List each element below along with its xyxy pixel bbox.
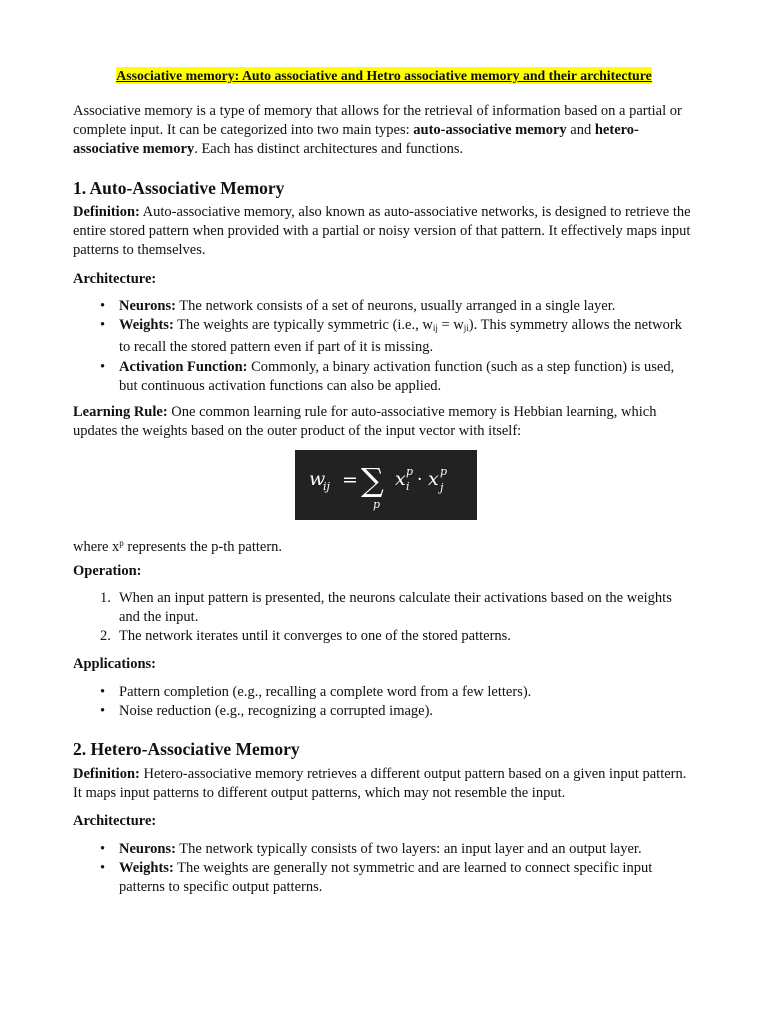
definition-text: Auto-associative memory, also known as auto-associative networks, is designed to retrieve the entire stored pattern when provided with a partial or noisy version of that pattern. It effectively maps input patterns to themselves. bbox=[73, 204, 691, 259]
auto-definition bbox=[73, 203, 695, 261]
intro-paragraph bbox=[73, 102, 695, 160]
formula-x2-sub: j bbox=[440, 481, 444, 494]
subscript: ji bbox=[463, 323, 469, 334]
item-label: Weights: bbox=[119, 317, 174, 334]
hetero-architecture-list bbox=[73, 840, 695, 898]
list-item bbox=[73, 316, 695, 357]
formula-w-sub: ij bbox=[323, 480, 330, 493]
item-label: Neurons: bbox=[119, 298, 176, 314]
formula-dot: · bbox=[417, 470, 423, 490]
intro-text: . Each has distinct architectures and functions. bbox=[194, 141, 464, 158]
where-line bbox=[73, 534, 695, 557]
auto-learning-rule bbox=[73, 403, 695, 441]
formula-w: w bbox=[309, 468, 326, 490]
intro-text: Associative memory is a type of memory that allows for the retrieval of information based on a partial or complete input. It can be categorized into two main types: bbox=[73, 103, 682, 139]
definition-label: Definition: bbox=[73, 766, 140, 782]
list-item bbox=[73, 358, 695, 396]
title-container bbox=[0, 68, 768, 85]
hetero-definition bbox=[73, 765, 695, 803]
operation-heading-block bbox=[73, 562, 695, 581]
formula-sum-sub: p bbox=[373, 498, 381, 511]
item-text: When an input pattern is presented, the neurons calculate their activations based on the weights and the input. bbox=[119, 590, 672, 626]
formula-x2-sup: p bbox=[440, 465, 448, 478]
formula-svg bbox=[295, 450, 477, 520]
where-text: represents the p-th pattern. bbox=[123, 539, 283, 555]
document-title: Associative memory: Auto associative and Hetro associative memory and their architecture bbox=[116, 68, 652, 83]
definition-text: Hetero-associative memory retrieves a different output pattern based on a given input pattern. It maps input patterns to different output patterns, which may not resemble the input. bbox=[73, 766, 687, 802]
item-text: ). This symmetry allows the network to recall the stored pattern even if part of it is missing. bbox=[119, 317, 682, 356]
section-heading-hetero: 2. Hetero-Associative Memory bbox=[73, 739, 300, 759]
hetero-architecture-heading bbox=[73, 812, 695, 831]
superscript: p bbox=[119, 538, 124, 548]
list-item: • Pattern completion (e.g., recalling a complete word from a few letters). bbox=[73, 683, 695, 702]
architecture-heading: Architecture: bbox=[73, 271, 157, 287]
section-heading-auto: 1. Auto-Associative Memory bbox=[73, 178, 285, 198]
item-label: Weights: bbox=[119, 860, 174, 877]
applications-heading-block bbox=[73, 655, 695, 674]
learning-text: One common learning rule for auto-associative memory is Hebbian learning, which updates the weights based on the outer product of the input vector with itself: bbox=[73, 404, 657, 440]
where-text: where x bbox=[73, 539, 120, 555]
operation-list bbox=[73, 589, 695, 647]
list-item bbox=[73, 627, 695, 646]
item-text: The network consists of a set of neurons, usually arranged in a single layer. bbox=[175, 298, 616, 314]
intro-bold-auto: auto-associative memory bbox=[413, 122, 567, 139]
item-text: The weights are typically symmetric (i.e., w bbox=[173, 317, 433, 334]
item-text: The network typically consists of two layers: an input layer and an output layer. bbox=[175, 841, 642, 857]
formula-equals: = bbox=[342, 469, 358, 491]
auto-architecture-heading bbox=[73, 270, 695, 289]
auto-architecture-list bbox=[73, 297, 695, 396]
item-label: Neurons: bbox=[119, 841, 176, 857]
operation-heading: Operation: bbox=[73, 563, 142, 579]
applications-heading: Applications: bbox=[73, 656, 156, 672]
formula-x1-sup: p bbox=[406, 465, 414, 478]
intro-bold-hetero: hetero-associative memory bbox=[73, 122, 639, 158]
formula-x2: x bbox=[428, 468, 439, 490]
list-item bbox=[73, 840, 695, 859]
formula-x1-sub: i bbox=[406, 480, 410, 493]
list-item: • Noise reduction (e.g., recognizing a corrupted image). bbox=[73, 702, 695, 721]
intro-text: and bbox=[566, 122, 595, 139]
list-item bbox=[73, 589, 695, 627]
list-item bbox=[73, 859, 695, 897]
learning-label: Learning Rule: bbox=[73, 404, 168, 420]
item-label: Activation Function: bbox=[119, 358, 248, 375]
subscript: ij bbox=[432, 323, 438, 334]
architecture-heading: Architecture: bbox=[73, 813, 157, 829]
applications-list bbox=[73, 683, 695, 721]
item-text: The weights are generally not symmetric and are learned to connect specific input patterns to specific output patterns. bbox=[119, 860, 653, 896]
item-text: Commonly, a binary activation function (such as a step function) is used, but continuous activation functions can also be applied. bbox=[119, 358, 675, 394]
list-item bbox=[73, 297, 695, 316]
definition-label: Definition: bbox=[73, 204, 140, 220]
formula-sum: ∑ bbox=[361, 461, 384, 499]
item-text: The network iterates until it converges to one of the stored patterns. bbox=[119, 628, 511, 645]
item-number: 2. bbox=[100, 628, 111, 645]
item-number: 1. bbox=[100, 590, 111, 606]
formula-x1: x bbox=[395, 468, 406, 490]
item-text: = w bbox=[437, 317, 464, 334]
hebbian-formula-image bbox=[295, 450, 477, 520]
